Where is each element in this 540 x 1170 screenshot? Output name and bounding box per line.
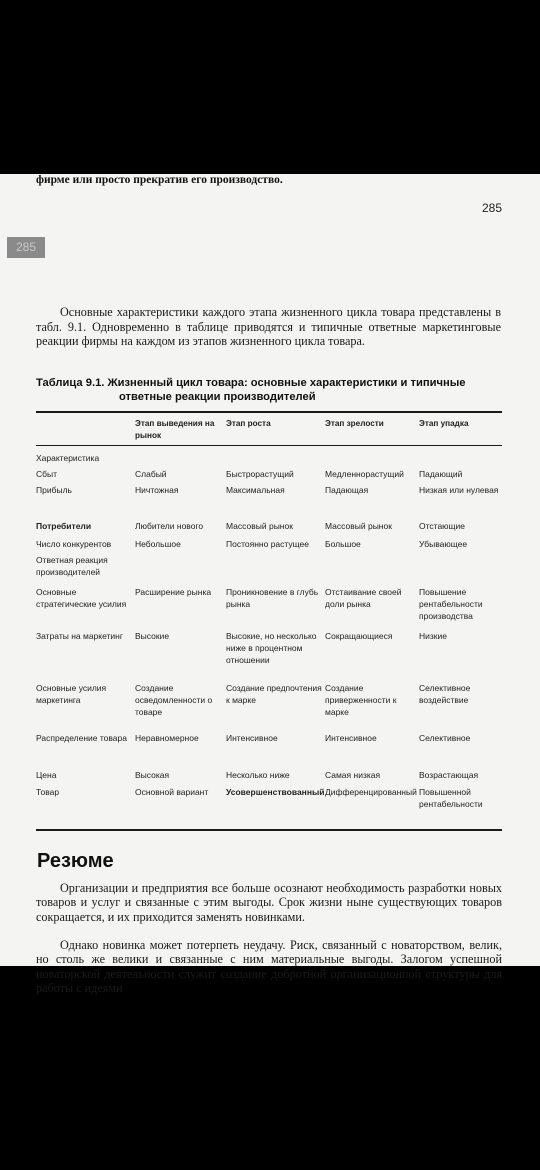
table-cell: Отстаивание своей доли рынка [325, 587, 402, 610]
table-row [36, 554, 502, 586]
table-cell: Товар [36, 787, 60, 797]
table-cell: Высокая [135, 770, 170, 780]
table-row [36, 630, 502, 682]
table-cell: Интенсивное [226, 733, 278, 743]
table-cell [226, 554, 325, 586]
table-cell: Ничтожная [135, 485, 179, 495]
table-cell: Несколько ниже [226, 770, 290, 780]
table-row [36, 769, 502, 786]
table-cell: Создание приверженности к марке [325, 683, 397, 718]
table-cell [419, 452, 502, 468]
table-cell [325, 452, 419, 468]
table-row [36, 786, 502, 816]
table-cell: Слабый [135, 469, 167, 479]
table-cell: Убывающее [419, 539, 468, 549]
table-cell [135, 554, 226, 586]
table-row [36, 468, 502, 484]
resume-paragraph-1: Организации и предприятия все больше осознают необходимость разработки новых товаров и услуг и связанные с этим выгоды. Срок жизни ныне существующих товаров сокращается, и их приходится заменять новинками. [36, 881, 502, 924]
table-cell: Отстающие [419, 521, 466, 531]
table-cell: Любители нового [135, 521, 204, 531]
table-cell: Интенсивное [325, 733, 377, 743]
resume-paragraph-2: Однако новинка может потерпеть неудачу. Риск, связанный с новаторством, велик, но столь же велики и связанные с ним материальные выгоды. Залогом успешной новаторской деятельности служит создание добротной организационной структуры для работы с идеями [36, 938, 502, 996]
table-cell: Сокращающиеся [325, 631, 393, 641]
table-cell: Большое [325, 539, 361, 549]
table-cell: Повышенной рентабельности [419, 787, 483, 810]
table-header-cell: Этап выведения на рынок [135, 419, 215, 440]
table-row [36, 682, 502, 732]
table-cell: Высокие, но несколько ниже в процентном отношении [226, 631, 317, 666]
table-cell: Расширение рынка [135, 587, 212, 597]
table-caption-line1: Таблица 9.1. Жизненный цикл товара: основные характеристики и типичные [36, 377, 466, 389]
table-cell: Максимальная [226, 485, 285, 495]
table-cell: Сбыт [36, 469, 58, 479]
table-row [36, 732, 502, 769]
table-cell [135, 452, 226, 468]
table-cell: Возрастающая [419, 770, 479, 780]
table-row [36, 484, 502, 520]
table-top-rule [36, 411, 502, 413]
table-cell: Распределение товара [36, 733, 127, 743]
table-cell: Селективное [419, 733, 471, 743]
table-cell: Падающий [419, 469, 463, 479]
table-row [36, 452, 502, 468]
table-cell: Основные стратегические усилия [36, 587, 127, 610]
table-cell: Массовый рынок [226, 521, 293, 531]
table-header-row [36, 418, 502, 449]
table-cell: Усовершенствованный [226, 787, 325, 797]
table-cell: Основные усилия маркетинга [36, 683, 107, 706]
table-cell: Медленнорастущий [325, 469, 404, 479]
table-cell [325, 554, 419, 586]
table-cell: Основной вариант [135, 787, 209, 797]
table-section-label: Характеристика [36, 453, 100, 463]
table-cell [226, 452, 325, 468]
table-cell: Низкие [419, 631, 447, 641]
table-cell: Небольшое [135, 539, 181, 549]
table-cell: Прибыль [36, 485, 72, 495]
table-caption-line2: ответные реакции производителей [119, 391, 316, 403]
table-cell: Число конкурентов [36, 539, 112, 549]
table-header-cell [36, 418, 135, 449]
table-header-cell: Этап зрелости [325, 419, 384, 428]
table-cell: Затраты на маркетинг [36, 631, 123, 641]
table-cell: Создание предпочтения к марке [226, 683, 322, 706]
table-cell: Быстрорастущий [226, 469, 294, 479]
table-cell: Постоянно растущее [226, 539, 309, 549]
table-cell [419, 554, 502, 586]
table-cell: Цена [36, 770, 57, 780]
book-page [0, 174, 540, 996]
table-cell: Дифференцированный [325, 787, 417, 797]
table-cell: Потребители [36, 521, 92, 531]
table-row [36, 586, 502, 630]
table-caption [36, 376, 506, 404]
table-header-cell: Этап роста [226, 419, 271, 428]
table-cell: Неравномерное [135, 733, 199, 743]
page-badge: 285 [7, 237, 45, 258]
previous-page-last-line: фирме или просто прекратив его производство. [36, 174, 283, 186]
intro-paragraph: Основные характеристики каждого этапа жизненного цикла товара представлены в табл. 9.1. Одновременно в таблице приводятся и типичные ответные маркетинговые реакции фирмы на каждом из этапов жизненного цикла товара. [36, 305, 501, 349]
table-bottom-rule [36, 829, 502, 831]
table-row [36, 520, 502, 538]
lifecycle-table [36, 418, 502, 816]
table-row [36, 538, 502, 554]
table-cell: Селективное воздействие [419, 683, 471, 706]
table-cell: Высокие [135, 631, 170, 641]
table-cell: Проникновение в глубь рынка [226, 587, 319, 610]
resume-heading: Резюме [37, 850, 114, 872]
table-cell: Низкая или нулевая [419, 485, 499, 495]
table-cell: Массовый рынок [325, 521, 392, 531]
table-cell: Падающая [325, 485, 369, 495]
table-cell: Самая низкая [325, 770, 381, 780]
table-cell: Создание осведомленности о товаре [135, 683, 213, 718]
page-number: 285 [481, 201, 502, 215]
table-header-cell: Этап упадка [419, 419, 469, 428]
table-section-label: Ответная реакция производителей [36, 555, 108, 578]
table-cell: Повышение рентабельности производства [419, 587, 483, 622]
